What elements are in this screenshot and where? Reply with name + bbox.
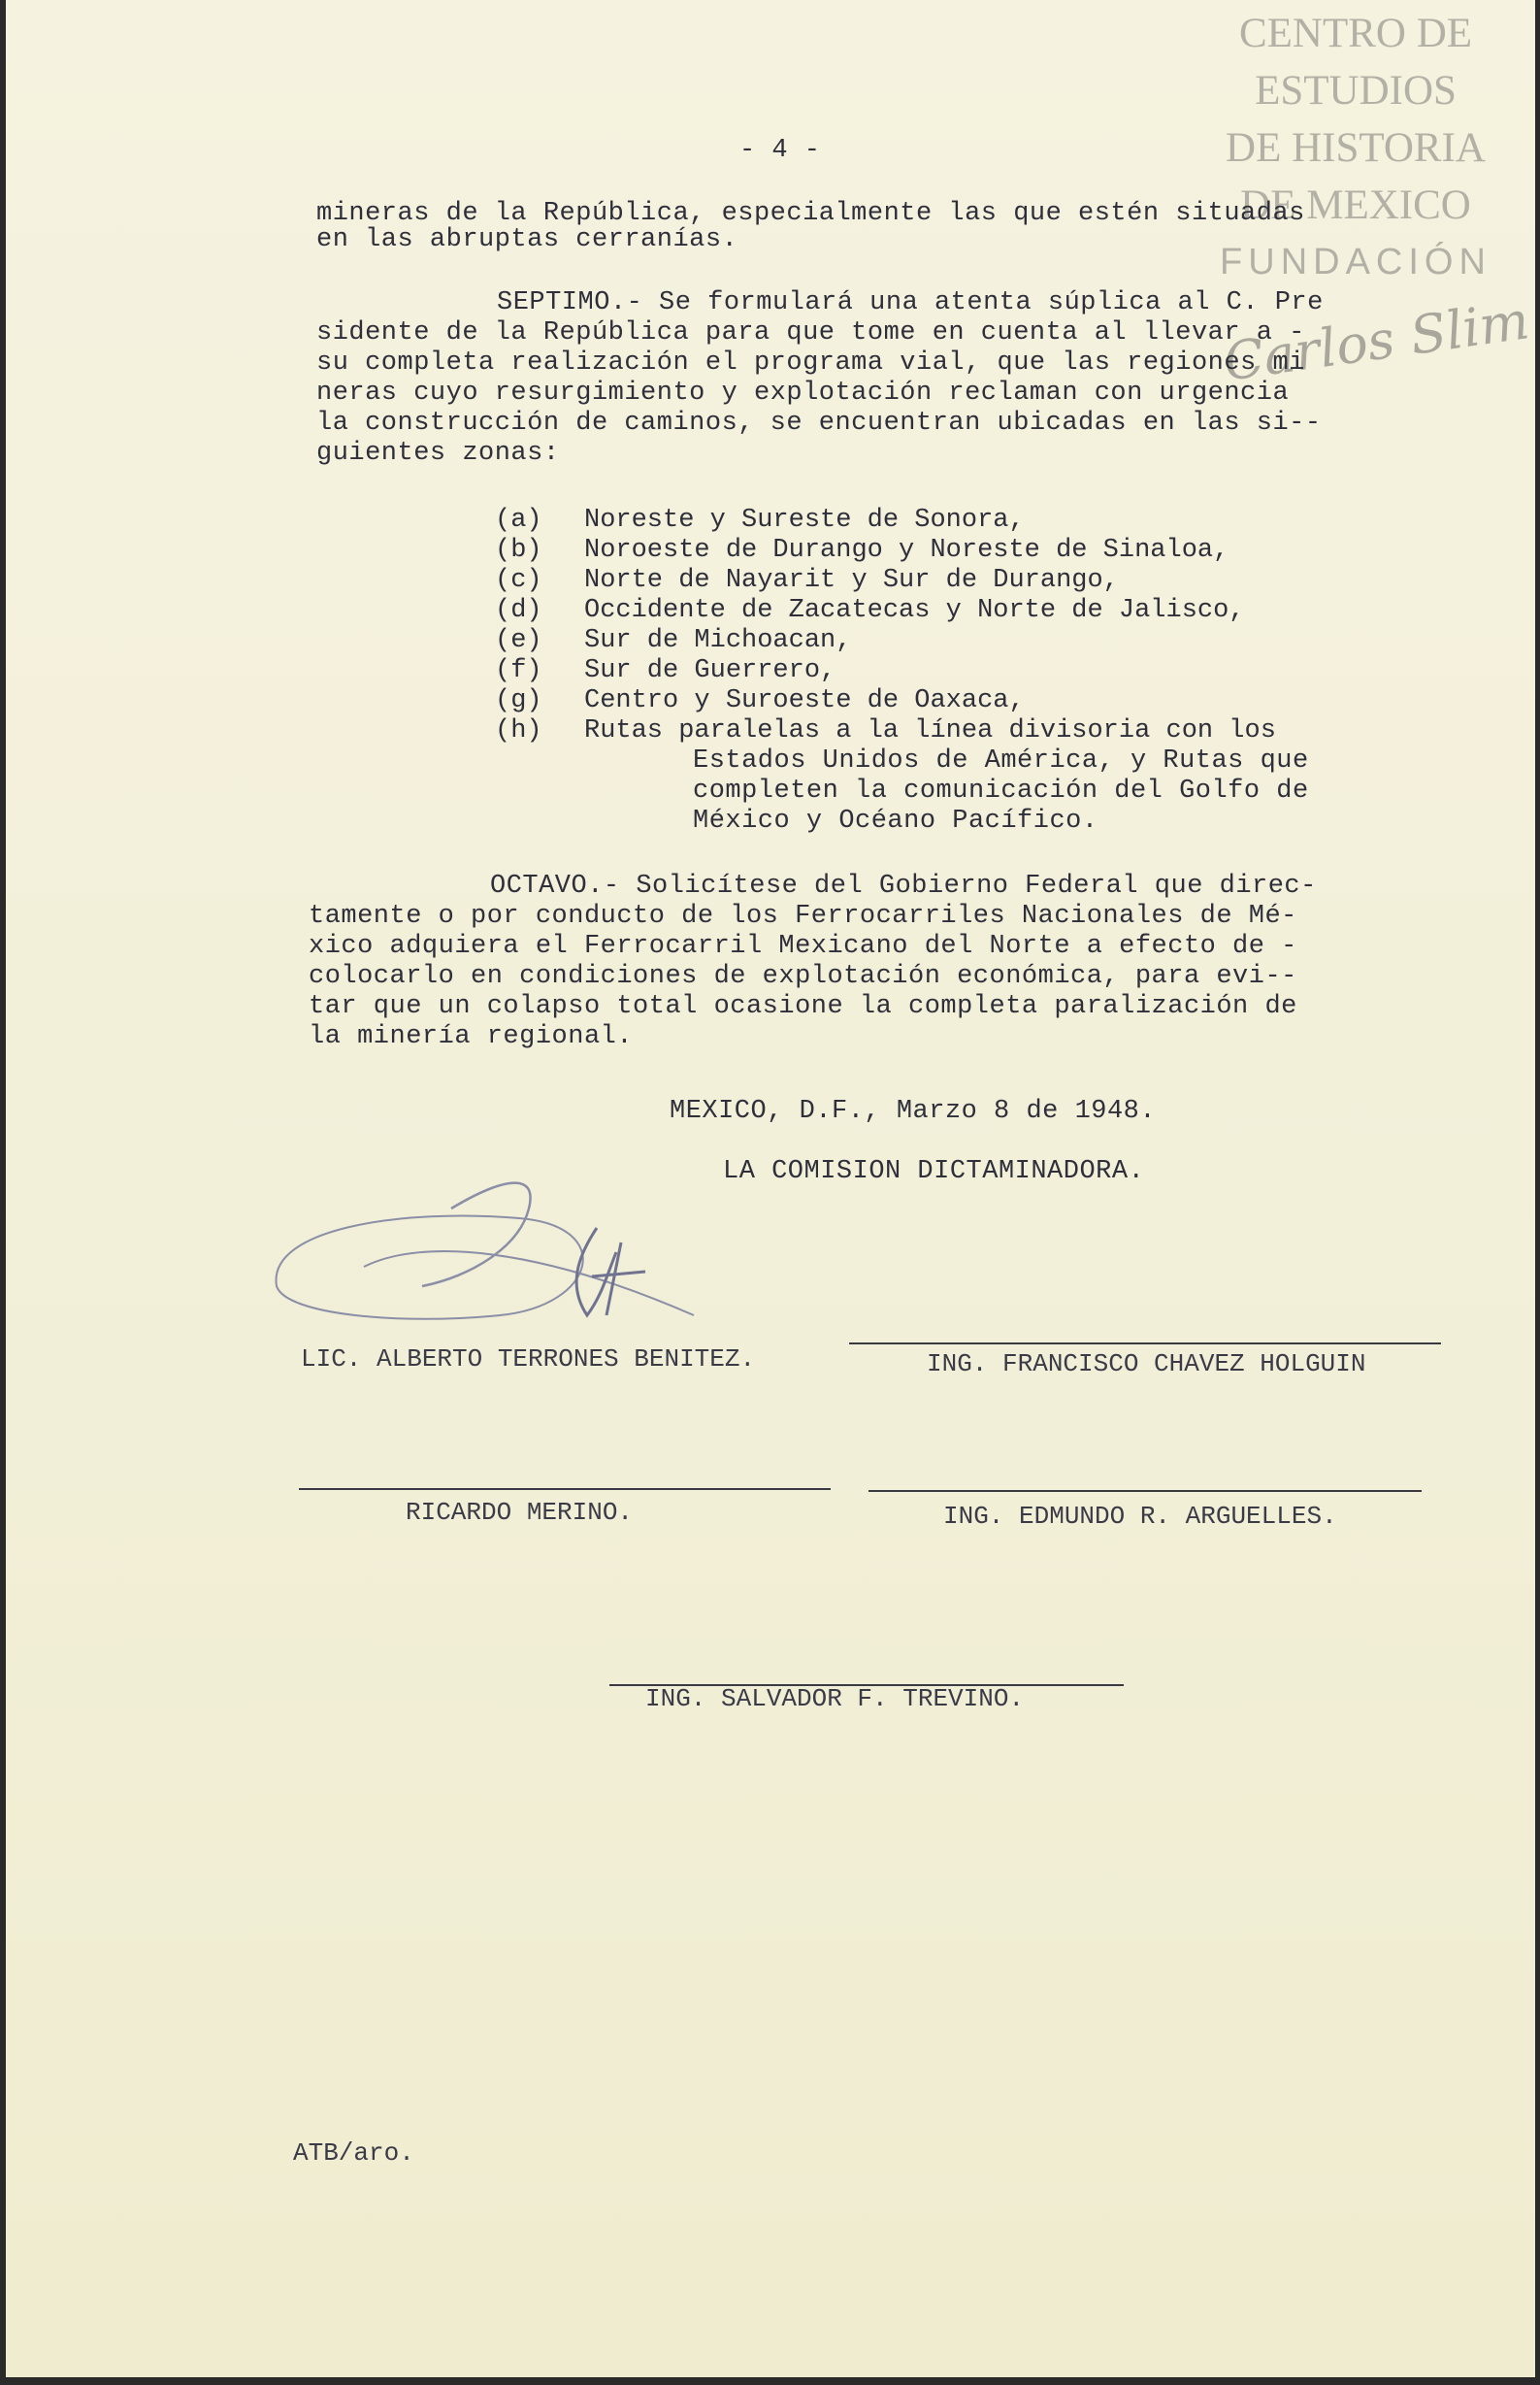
- octavo-line-3: xico adquiera el Ferrocarril Mexicano del Norte a efecto de -: [309, 932, 1297, 961]
- septimo-line-5: la construcción de caminos, se encuentran ubicadas en las si--: [316, 409, 1322, 438]
- septimo-line-1: SEPTIMO.- Se formulará una atenta súplica al C. Pre: [497, 288, 1324, 317]
- archive-watermark: [1196, 5, 1516, 291]
- watermark-line-4: DE MEXICO: [1240, 182, 1471, 228]
- septimo-line-3: su completa realización el programa vial, que las regiones mi: [316, 348, 1305, 378]
- scan-border-right: [1535, 0, 1540, 2385]
- zone-h-continuation-2: completen la comunicación del Golfo de: [693, 777, 1309, 806]
- scan-border-left: [0, 0, 6, 2385]
- signatory-4: ING. EDMUNDO R. ARGUELLES.: [943, 1502, 1337, 1531]
- octavo-line-1: OCTAVO.- Solicítese del Gobierno Federal que direc-: [490, 872, 1317, 901]
- zone-item: (b) Noroeste de Durango y Noreste de Sinaloa,: [495, 536, 1229, 565]
- watermark-line-3: DE HISTORIA: [1226, 125, 1486, 171]
- signatory-2: ING. FRANCISCO CHAVEZ HOLGUIN: [927, 1349, 1366, 1378]
- signature-line-4: [868, 1490, 1422, 1492]
- zone-h-continuation-3: México y Océano Pacífico.: [693, 807, 1098, 836]
- body-line-1: mineras de la República, especialmente las que estén situadas: [316, 199, 1305, 228]
- page-number: - 4 -: [739, 136, 821, 165]
- zone-item: (c) Norte de Nayarit y Sur de Durango,: [495, 566, 1119, 595]
- signatory-1: LIC. ALBERTO TERRONES BENITEZ.: [301, 1344, 756, 1374]
- octavo-line-4: colocarlo en condiciones de explotación económica, para evi--: [309, 962, 1297, 991]
- octavo-line-6: la minería regional.: [309, 1022, 634, 1051]
- signatory-3: RICARDO MERINO.: [406, 1498, 634, 1527]
- septimo-line-4: neras cuyo resurgimiento y explotación reclaman con urgencia: [316, 379, 1290, 408]
- scan-border-bottom: [0, 2377, 1540, 2385]
- signature-line-3: [299, 1488, 831, 1490]
- watermark-line-5: FUNDACIÓN: [1220, 242, 1491, 282]
- watermark-line-1: CENTRO DE: [1238, 11, 1473, 56]
- zone-h-continuation-1: Estados Unidos de América, y Rutas que: [693, 746, 1309, 776]
- zone-item: (d) Occidente de Zacatecas y Norte de Jalisco,: [495, 596, 1245, 625]
- body-line-2: en las abruptas cerranías.: [316, 225, 738, 254]
- zone-item: (f) Sur de Guerrero,: [495, 656, 836, 685]
- zone-item: (g) Centro y Suroeste de Oaxaca,: [495, 686, 1025, 715]
- typist-initials: ATB/aro.: [293, 2138, 414, 2168]
- zone-item: (h) Rutas paralelas a la línea divisoria con los: [495, 716, 1276, 745]
- signature-line-2: [849, 1342, 1441, 1344]
- signatory-5: ING. SALVADOR F. TREVINO.: [645, 1684, 1025, 1713]
- octavo-line-5: tar que un colapso total ocasione la completa paralización de: [309, 992, 1297, 1021]
- watermark-line-2: ESTUDIOS: [1255, 68, 1457, 114]
- zone-item: (a) Noreste y Sureste de Sonora,: [495, 506, 1025, 535]
- zone-item: (e) Sur de Michoacan,: [495, 626, 852, 655]
- septimo-line-6: guientes zonas:: [316, 439, 560, 468]
- place-and-date: MEXICO, D.F., Marzo 8 de 1948.: [670, 1097, 1157, 1126]
- watermark-signature: Carlos Slim: [1220, 289, 1533, 393]
- septimo-line-2: sidente de la República para que tome en cuenta al llevar a -: [316, 318, 1305, 348]
- octavo-line-2: tamente o por conducto de los Ferrocarriles Nacionales de Mé-: [309, 902, 1297, 931]
- commission-title: LA COMISION DICTAMINADORA.: [723, 1157, 1145, 1186]
- handwritten-signature: [247, 1170, 791, 1344]
